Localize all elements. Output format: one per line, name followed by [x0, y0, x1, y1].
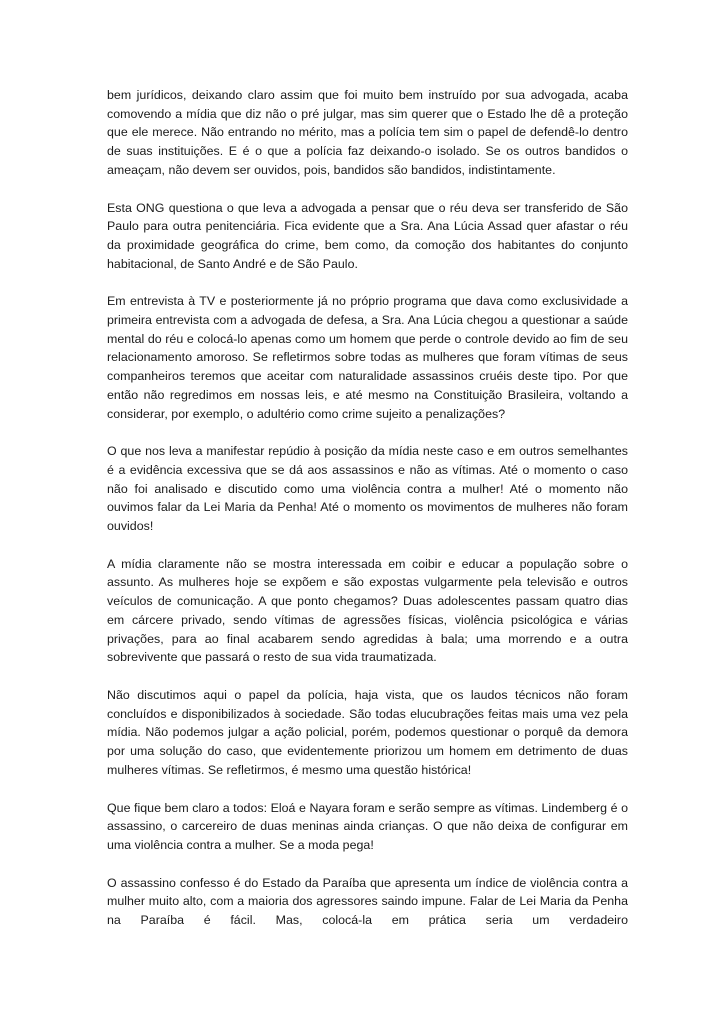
paragraph-4: O que nos leva a manifestar repúdio à posição da mídia neste caso e em outros semelhantes é a evidência excessiva que se dá aos assassinos e não as vítimas. Até o momento o caso não foi analisado e discutido como uma violência contra a mulher! Até o momento não ouvimos falar da Lei Maria da Penha! Até o momento os movimentos de mulheres não foram ouvidos! [107, 444, 628, 534]
paragraph-6: Não discutimos aqui o papel da polícia, haja vista, que os laudos técnicos não foram concluídos e disponibilizados à sociedade. São todas elucubrações feitas mais uma vez pela mídia. Não podemos julgar a ação policial, porém, podemos questionar o porquê da demora por uma solução do caso, que evidentemente priorizou um homem em detrimento de duas mulheres vítimas. Se refletirmos, é mesmo uma questão histórica! [107, 687, 628, 777]
paragraph-8: O assassino confesso é do Estado da Paraíba que apresenta um índice de violência contra a mulher muito alto, com a maioria dos agressores saindo impune. Falar de Lei Maria da Penha na Paraíba é fácil. Mas, colocá-la em prática seria um verdadeiro [107, 875, 628, 928]
paragraph-3: Em entrevista à TV e posteriormente já no próprio programa que dava como exclusividade a primeira entrevista com a advogada de defesa, a Sra. Ana Lúcia chegou a questionar a saúde mental do réu e colocá-lo apenas como um homem que perde o controle devido ao fim de seu relacionamento amoroso. Se refletirmos sobre todas as mulheres que foram vítimas de seus companheiros teremos que aceitar com naturalidade assassinos cruéis deste tipo. Por que então não regredimos em nossas leis, e até mesmo na Constituição Brasileira, voltando a considerar, por exemplo, o adultério como crime sujeito a penalizações? [107, 294, 628, 421]
paragraph-5: A mídia claramente não se mostra interessada em coibir e educar a população sobre o assunto. As mulheres hoje se expõem e são expostas vulgarmente pela televisão e outros veículos de comunicação. A que ponto chegamos? Duas adolescentes passam quatro dias em cárcere privado, sendo vítimas de agressões físicas, violência psicológica e várias privações, para ao final acabarem sendo agredidas à bala; uma morrendo e a outra sobrevivente que passará o resto de sua vida traumatizada. [107, 556, 628, 665]
paragraph-7: Que fique bem claro a todos: Eloá e Nayara foram e serão sempre as vítimas. Lindemberg é o assassino, o carcereiro de duas meninas ainda crianças. O que não deixa de configurar em uma violência contra a mulher. Se a moda pega! [107, 800, 628, 852]
paragraph-1: bem jurídicos, deixando claro assim que foi muito bem instruído por sua advogada, acaba comovendo a mídia que diz não o pré julgar, mas sim querer que o Estado lhe dê a proteção que ele merece. Não entrando no mérito, mas a polícia tem sim o papel de defendê-lo dentro de suas instituições. E é o que a polícia faz deixando-o isolado. Se os outros bandidos o ameaçam, não devem ser ouvidos, pois, bandidos são bandidos, indistintamente. [107, 88, 628, 177]
document-page [107, 86, 628, 930]
paragraph-2: Esta ONG questiona o que leva a advogada a pensar que o réu deva ser transferido de São Paulo para outra penitenciária. Fica evidente que a Sra. Ana Lúcia Assad quer afastar o réu da proximidade geográfica do crime, bem como, da comoção dos habitantes do conjunto habitacional, de Santo André e de São Paulo. [107, 200, 628, 271]
